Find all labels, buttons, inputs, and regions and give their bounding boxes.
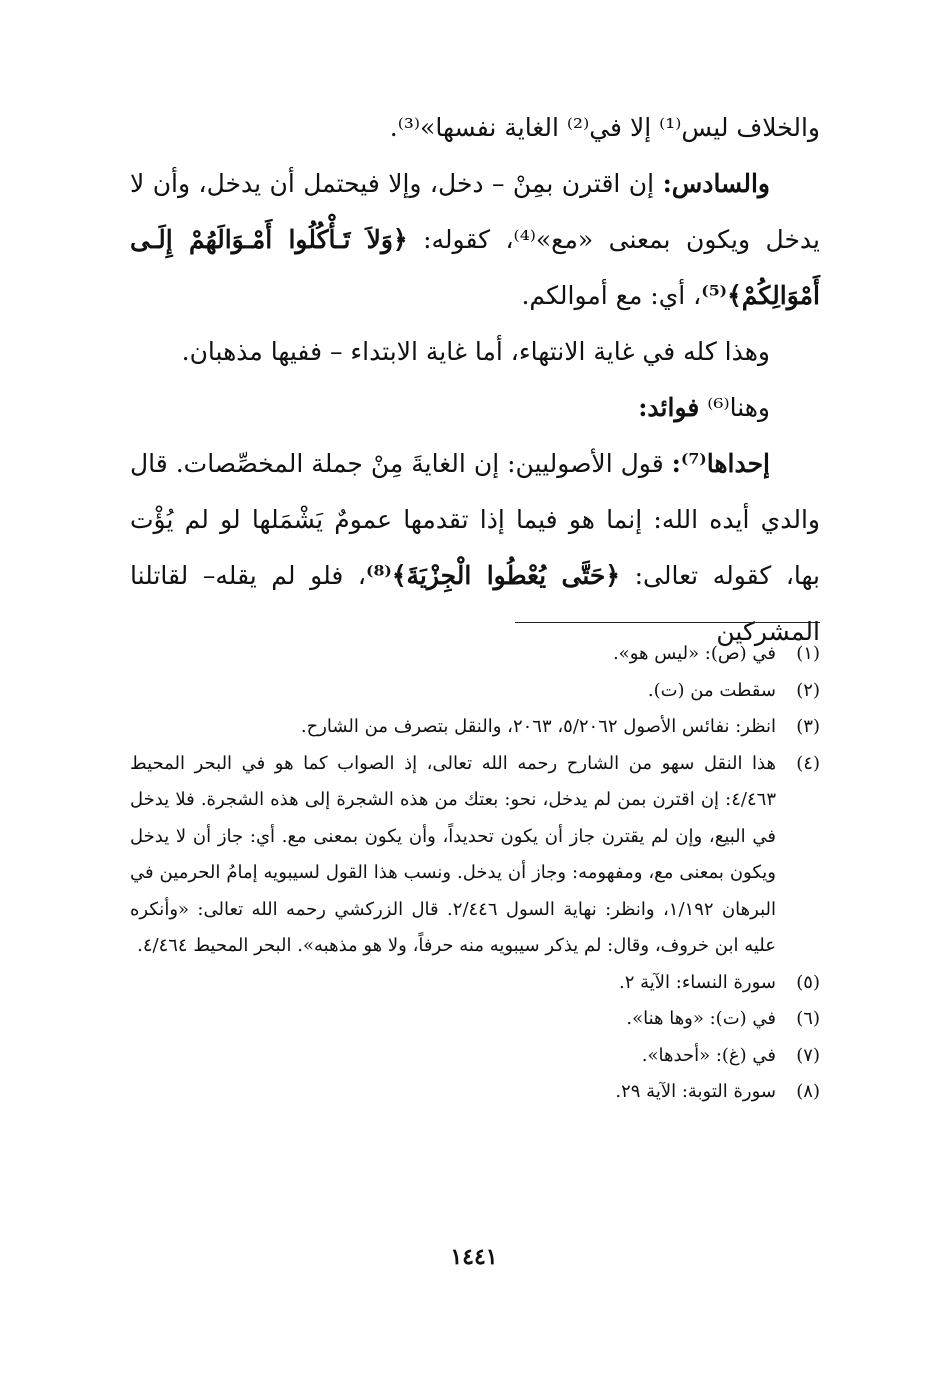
footnote-text: سورة التوبة: الآية ٢٩. (615, 1081, 776, 1102)
footnote-5 (130, 965, 820, 1002)
footnote-number: (٧) (796, 1044, 820, 1066)
footnote-number: (٤) (796, 752, 820, 774)
footnote-1 (130, 636, 820, 673)
footnote-8 (130, 1074, 820, 1111)
footnote-3 (130, 709, 820, 746)
benefits-heading: فوائد: (638, 393, 700, 422)
footnote-number: (٥) (796, 971, 820, 993)
paragraph-this (130, 324, 820, 380)
footnote-number: (٦) (796, 1008, 820, 1029)
first-benefit-end: ، فلو لم يقله– لقاتلنا المشركين (130, 561, 820, 646)
footnote-2 (130, 673, 820, 710)
quran-verse-nisa: ﴿وَلاَ تَـأْكُلُوا أَمْـوَالَهُمْ إِلَـى أَمْوَالِكُمْ﴾⁽⁵⁾ (130, 225, 820, 310)
paragraph-continuation (130, 100, 820, 156)
footnote-6 (130, 1001, 820, 1038)
continuation-line: والخلاف ليس⁽¹⁾ إلا في⁽²⁾ الغاية نفسها»⁽³⁾. (389, 113, 820, 142)
footnote-text: في (ت): «وها هنا». (626, 1008, 776, 1029)
sixth-text: إن اقترن بمِنْ – دخل، وإلا فيحتمل أن يدخل، وأن لا يدخل ويكون بمعنى «مع»⁽⁴⁾، كقوله: (130, 169, 821, 254)
footnote-7 (130, 1038, 820, 1075)
main-text (130, 100, 820, 660)
first-benefit-text: قول الأصوليين: إن الغايةَ مِنْ جملة المخصِّصات. قال والدي أيده الله: إنما هو فيما إذا تقدمها عمومٌ يَشْمَلها لو لم يُؤْت بها، كقوله تعالى: (130, 449, 821, 590)
footnote-divider (515, 622, 820, 623)
footnote-text: سورة النساء: الآية ٢. (619, 971, 776, 993)
this-text: وهذا كله في غاية الانتهاء، أما غاية الابتداء – ففيها مذهبان. (181, 337, 770, 366)
paragraph-sixth (130, 156, 820, 324)
footnotes (130, 636, 820, 1111)
footnote-text: في (غ): «أحدها». (641, 1044, 776, 1066)
footnote-text: هذا النقل سهو من الشارح رحمه الله تعالى، إذ الصواب كما هو في البحر المحيط ٤/٤٦٣: إن اقترن بمن لم يدخل، نحو: بعتك من هذه الشجرة إلى هذه الشجرة. فلا يدخل في البيع، وإن لم يقترن جاز أن يكون تحديداً، وأن يكون بمعنى مع. أي: جاز أن لا يدخل ويكون بمعنى مع، ومفهومه: وجاز أن يدخل. ونسب هذا القول لسيبويه إمامُ الحرمين في البرهان ١/١٩٢، وانظر: نهاية السول ٢/٤٤٦. قال الزركشي رحمه الله تعالى: «وأنكره عليه ابن خروف، وقال: لم يذكر سيبويه منه حرفاً، ولا هو مذهبه». البحر المحيط ٤/٤٦٤. (130, 752, 776, 956)
first-benefit-label: إحداها⁽⁷⁾: (671, 449, 770, 478)
footnote-text: في (ص): «ليس هو». (612, 643, 776, 664)
footnote-text: انظر: نفائس الأصول ٥/٢٠٦٢، ٢٠٦٣، والنقل بتصرف من الشارح. (300, 716, 776, 737)
footnote-text: سقطت من (ت). (647, 679, 776, 701)
footnote-number: (٢) (796, 679, 820, 701)
page-number: ١٤٤١ (450, 1244, 498, 1270)
sixth-end: ، أي: مع أموالكم. (521, 281, 702, 310)
footnote-number: (٨) (796, 1081, 820, 1102)
footnote-number: (١) (796, 643, 820, 664)
paragraph-first-benefit (130, 436, 820, 660)
paragraph-here (130, 380, 820, 436)
footnote-4 (130, 746, 820, 965)
here-text: وهنا⁽⁶⁾ (707, 393, 770, 422)
sixth-label: والسادس: (662, 169, 770, 198)
footnote-number: (٣) (796, 716, 820, 737)
quran-verse-tawbah: ﴿حَتَّى يُعْطُوا الْجِزْيَةَ﴾⁽⁸⁾ (366, 561, 620, 590)
